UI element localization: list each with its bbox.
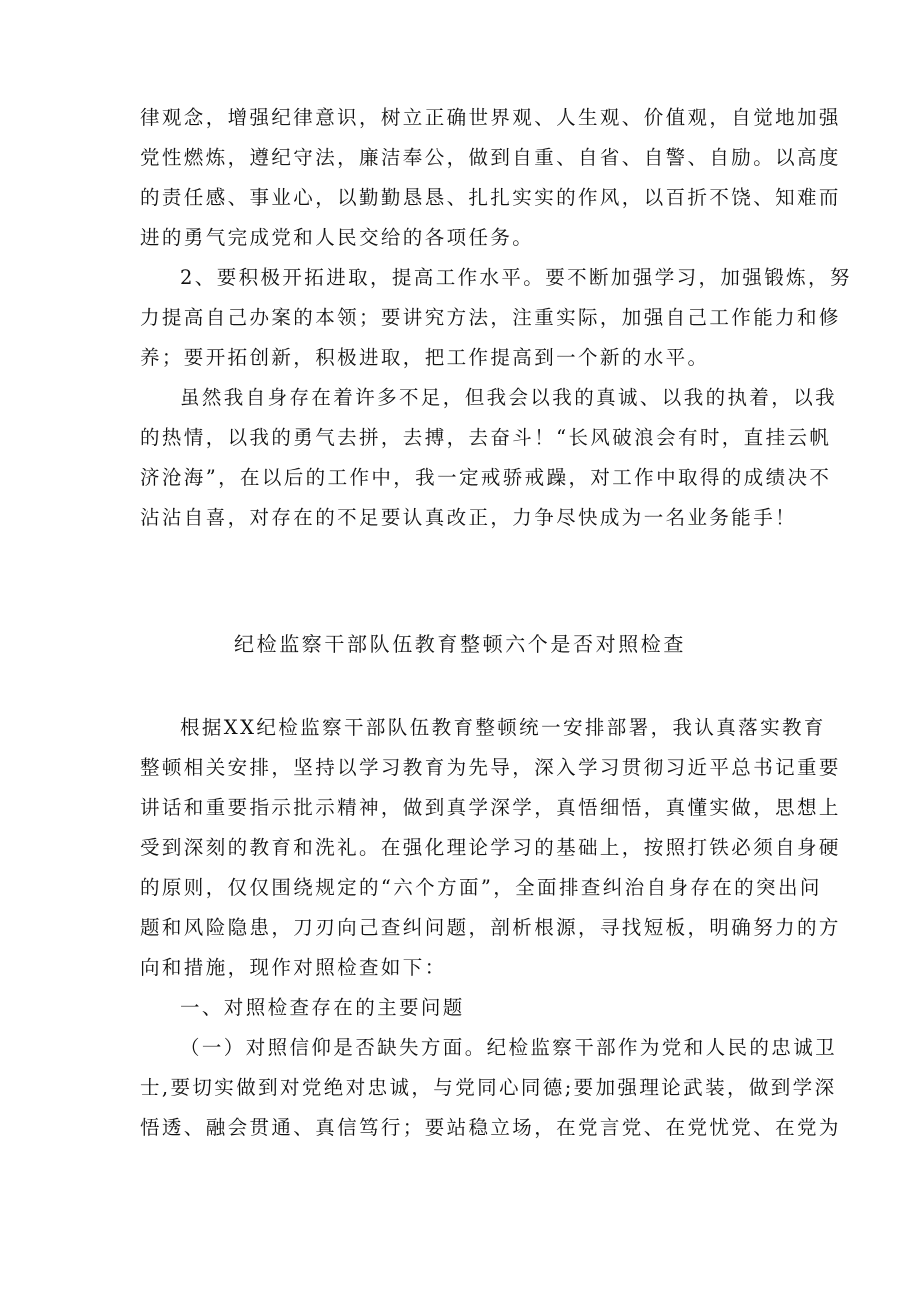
document-title: 纪检监察干部队伍教育整顿六个是否对照检查 [234,632,686,656]
text-line: 养；要开拓创新，积极进取，把工作提高到一个新的水平。 [140,346,710,369]
text-line: 沾沾自喜，对存在的不足要认真改正，力争尽快成为一名业务能手！ [140,506,798,529]
body-text-bottom [140,708,841,1148]
body-text-top [140,98,852,538]
text-line: 的原则，仅仅围绕规定的“六个方面”，全面排查纠治自身存在的突出问 [140,876,822,899]
text-line: 整顿相关安排，坚持以学习教育为先导，深入学习贯彻习近平总书记重要 [140,756,841,779]
text-line: 的热情，以我的勇气去拼，去搏，去奋斗！“长风破浪会有时，直挂云帆 [140,426,832,449]
text-line: （一）对照信仰是否缺失方面。纪检监察干部作为党和人民的忠诚卫 [180,1036,838,1059]
text-line: 济沧海”，在以后的工作中，我一定戒骄戒躁，对工作中取得的成绩决不 [140,466,832,489]
text-line: 悟透、融会贯通、真信笃行；要站稳立场，在党言党、在党忧党、在党为 [140,1116,841,1139]
text-line: 2、要积极开拓进取，提高工作水平。要不断加强学习，加强锻炼，努 [180,266,852,289]
text-line: 讲话和重要指示批示精神，做到真学深学，真悟细悟，真懂实做，思想上 [140,796,841,819]
text-line: 的责任感、事业心，以勤勤恳恳、扎扎实实的作风，以百折不饶、知难而 [140,186,841,209]
text-line: 虽然我自身存在着许多不足，但我会以我的真诚、以我的执着，以我 [180,386,838,409]
text-line: 士,要切实做到对党绝对忠诚，与党同心同德;要加强理论武装，做到学深 [140,1076,837,1099]
text-line: 向和措施，现作对照检查如下： [140,956,447,979]
text-line: 力提高自己办案的本领；要讲究方法，注重实际，加强自己工作能力和修 [140,306,841,329]
text-line: 根据XX纪检监察干部队伍教育整顿统一安排部署，我认真落实教育 [180,716,826,739]
text-line: 进的勇气完成党和人民交给的各项任务。 [140,226,535,249]
section-heading: 一、对照检查存在的主要问题 [180,996,465,1019]
text-line: 党性燃炼，遵纪守法，廉洁奉公，做到自重、自省、自警、自励。以高度 [140,146,841,169]
text-line: 受到深刻的教育和洗礼。在强化理论学习的基础上，按照打铁必须自身硬 [140,836,841,859]
text-line: 律观念，增强纪律意识，树立正确世界观、人生观、价值观，自觉地加强 [140,106,841,129]
text-line: 题和风险隐患，刀刃向己查纠问题，剖析根源，寻找短板，明确努力的方 [140,916,841,939]
